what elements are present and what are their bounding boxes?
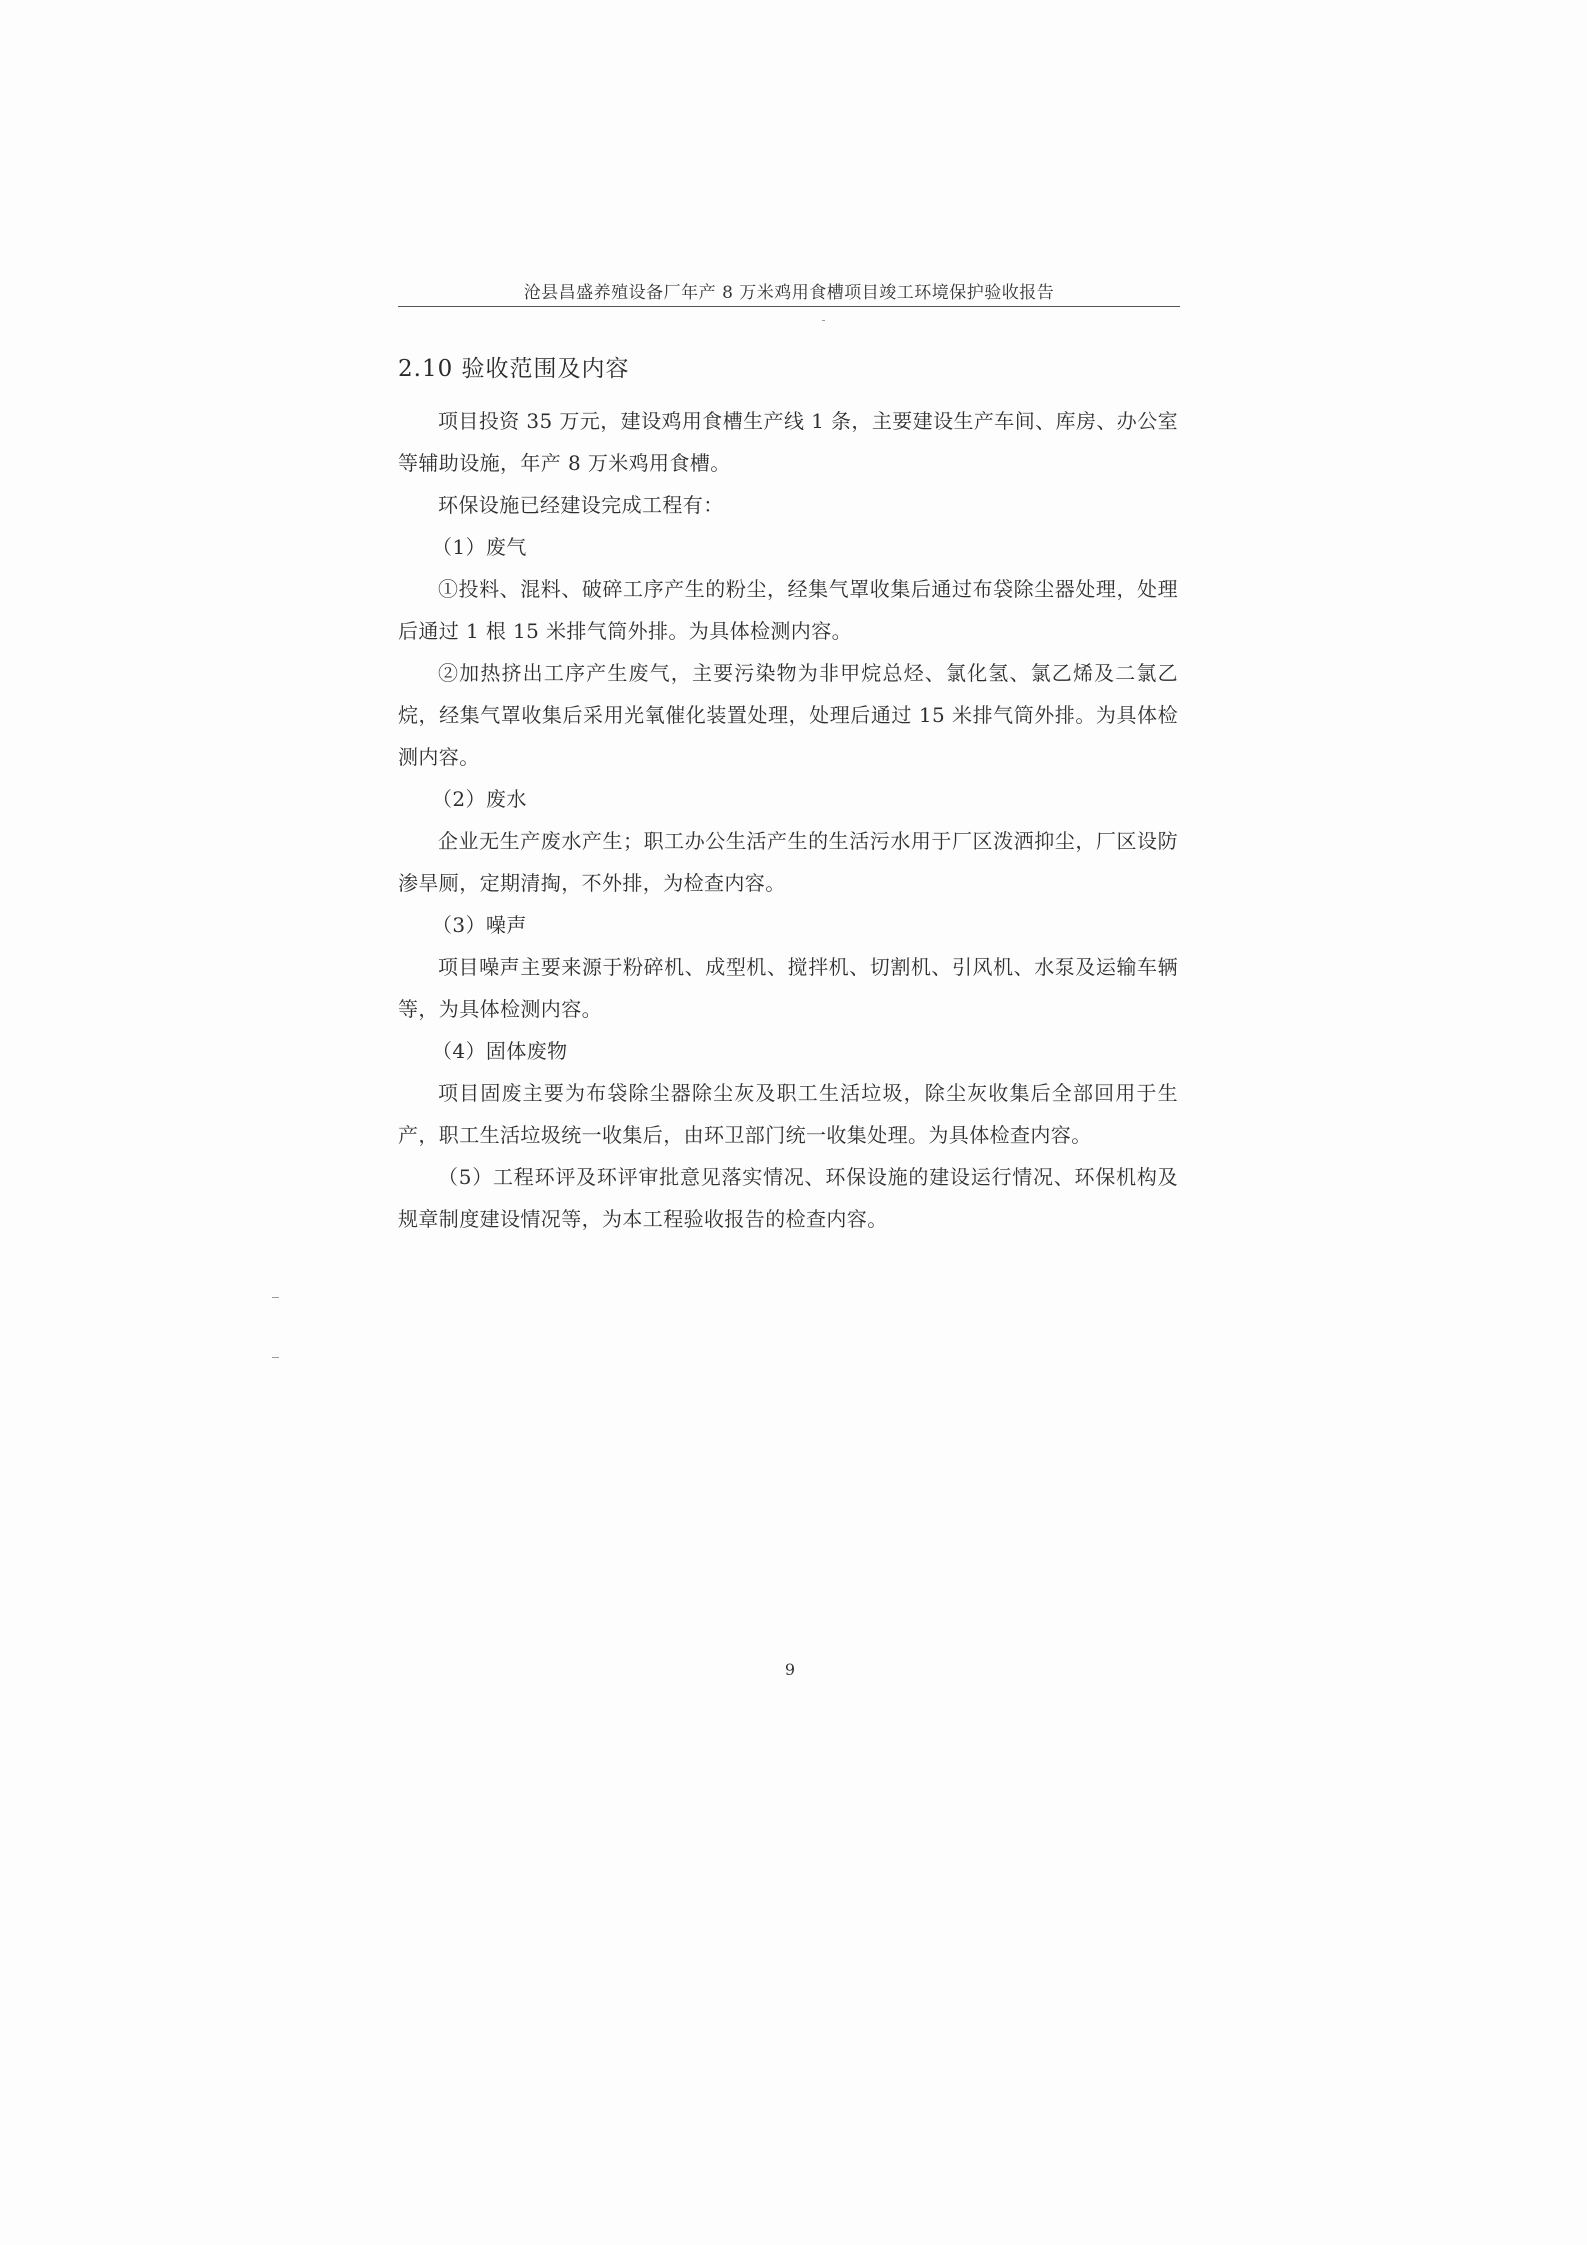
header-divider (398, 306, 1180, 307)
paragraph-dust: ①投料、混料、破碎工序产生的粉尘，经集气罩收集后通过布袋除尘器处理，处理后通过 1 根 15 米排气筒外排。为具体检测内容。 (398, 577, 1178, 643)
running-header: 沧县昌盛养殖设备厂年产 8 万米鸡用食槽项目竣工环境保护验收报告 (523, 283, 1055, 303)
section-heading: 2.10 验收范围及内容 (398, 356, 630, 382)
body-text (398, 400, 1178, 1240)
subheading-solid-waste: （4）固体废物 (432, 1039, 568, 1063)
paragraph-waste-water: 企业无生产废水产生；职工办公生活产生的生活污水用于厂区泼洒抑尘，厂区设防渗旱厕，定期清掏，不外排，为检查内容。 (398, 829, 1178, 895)
scan-artifact-mark (822, 320, 825, 321)
subheading-waste-water: （2）废水 (432, 787, 527, 811)
paragraph-inspection-items: （5）工程环评及环评审批意见落实情况、环保设施的建设运行情况、环保机构及规章制度建设情况等，为本工程验收报告的检查内容。 (398, 1165, 1178, 1231)
paragraph-facilities-intro: 环保设施已经建设完成工程有： (438, 493, 724, 517)
page-number: 9 (784, 1660, 796, 1679)
paragraph-investment: 项目投资 35 万元，建设鸡用食槽生产线 1 条，主要建设生产车间、库房、办公室等辅助设施，年产 8 万米鸡用食槽。 (398, 409, 1178, 475)
scan-artifact-mark (272, 1297, 279, 1298)
scan-artifact-mark (272, 1357, 279, 1358)
subheading-waste-gas: （1）废气 (432, 535, 527, 559)
paragraph-extrusion-gas: ②加热挤出工序产生废气，主要污染物为非甲烷总烃、氯化氢、氯乙烯及二氯乙烷，经集气罩收集后采用光氧催化装置处理，处理后通过 15 米排气筒外排。为具体检测内容。 (398, 661, 1178, 769)
paragraph-noise: 项目噪声主要来源于粉碎机、成型机、搅拌机、切割机、引风机、水泵及运输车辆等，为具体检测内容。 (398, 955, 1178, 1021)
subheading-noise: （3）噪声 (432, 913, 527, 937)
paragraph-solid-waste: 项目固废主要为布袋除尘器除尘灰及职工生活垃圾，除尘灰收集后全部回用于生产，职工生活垃圾统一收集后，由环卫部门统一收集处理。为具体检查内容。 (398, 1081, 1178, 1147)
